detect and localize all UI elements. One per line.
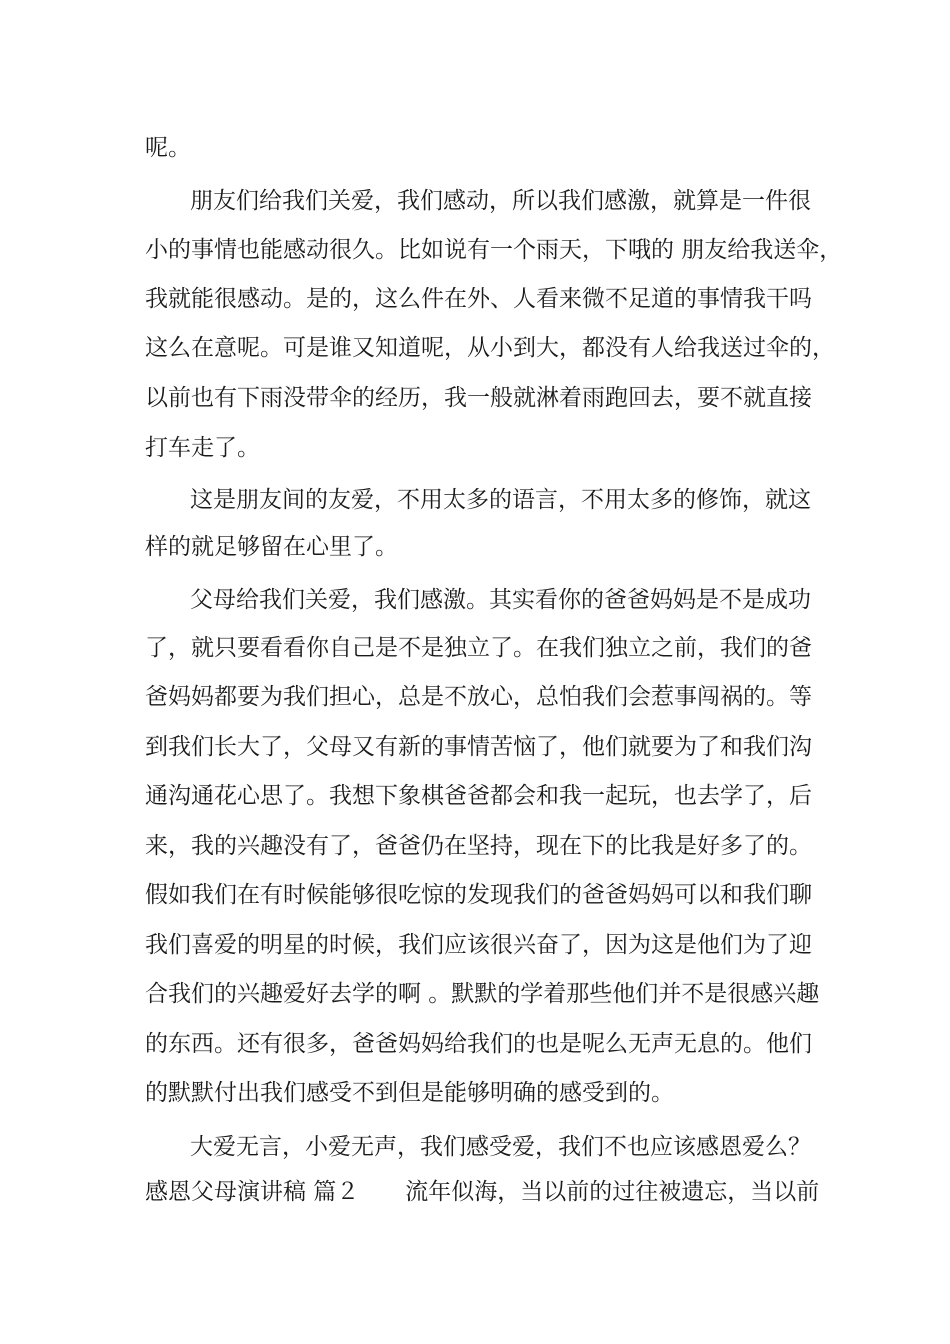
text-line: 我们喜爱的明星的时候，我们应该很兴奋了，因为这是他们为了迎 xyxy=(145,932,812,958)
text-line: 爸妈妈都要为我们担心，总是不放心，总怕我们会惹事闯祸的。等 xyxy=(145,684,812,710)
text-line: 到我们长大了，父母又有新的事情苦恼了，他们就要为了和我们沟 xyxy=(145,734,812,760)
text-line: 的东西。还有很多，爸爸妈妈给我们的也是呢么无声无息的。他们 xyxy=(145,1031,812,1057)
text-line: 小的事情也能感动很久。比如说有一个雨天，下哦的 朋友给我送伞， xyxy=(145,237,843,263)
paragraph-first-line: 这是朋友间的友爱，不用太多的语言，不用太多的修饰，就这 xyxy=(190,487,811,513)
text-line: 来，我的兴趣没有了，爸爸仍在坚持，现在下的比我是好多了的。 xyxy=(145,833,812,859)
paragraph-first-line: 父母给我们关爱，我们感激。其实看你的爸爸妈妈是不是成功 xyxy=(190,587,811,613)
text-line: 合我们的兴趣爱好去学的啊 。默默的学着那些他们并不是很感兴趣 xyxy=(145,981,820,1007)
paragraph-first-line: 大爱无言，小爱无声，我们感受爱，我们不也应该感恩爱么？ xyxy=(190,1134,811,1160)
text-line: 了，就只要看看你自己是不是独立了。在我们独立之前，我们的爸 xyxy=(145,635,812,661)
text-line: 通沟通花心思了。我想下象棋爸爸都会和我一起玩，也去学了，后 xyxy=(145,783,812,809)
text-line: 以前也有下雨没带伞的经历，我一般就淋着雨跑回去，要不就直接 xyxy=(145,385,812,411)
text-line: 这么在意呢。可是谁又知道呢，从小到大，都没有人给我送过伞的， xyxy=(145,335,835,361)
text-line: 我就能很感动。是的，这么件在外、人看来微不足道的事情我干吗 xyxy=(145,286,812,312)
heading-line: 感恩父母演讲稿 篇２ 流年似海，当以前的过往被遗忘，当以前 xyxy=(145,1179,820,1205)
text-line: 打车走了。 xyxy=(145,435,260,461)
text-line: 样的就足够留在心里了。 xyxy=(145,534,398,560)
text-line: 假如我们在有时候能够很吃惊的发现我们的爸爸妈妈可以和我们聊 xyxy=(145,882,812,908)
text-line: 呢。 xyxy=(145,135,191,161)
paragraph-first-line: 朋友们给我们关爱，我们感动，所以我们感激，就算是一件很 xyxy=(190,188,811,214)
text-line: 的默默付出我们感受不到但是能够明确的感受到的。 xyxy=(145,1080,674,1106)
